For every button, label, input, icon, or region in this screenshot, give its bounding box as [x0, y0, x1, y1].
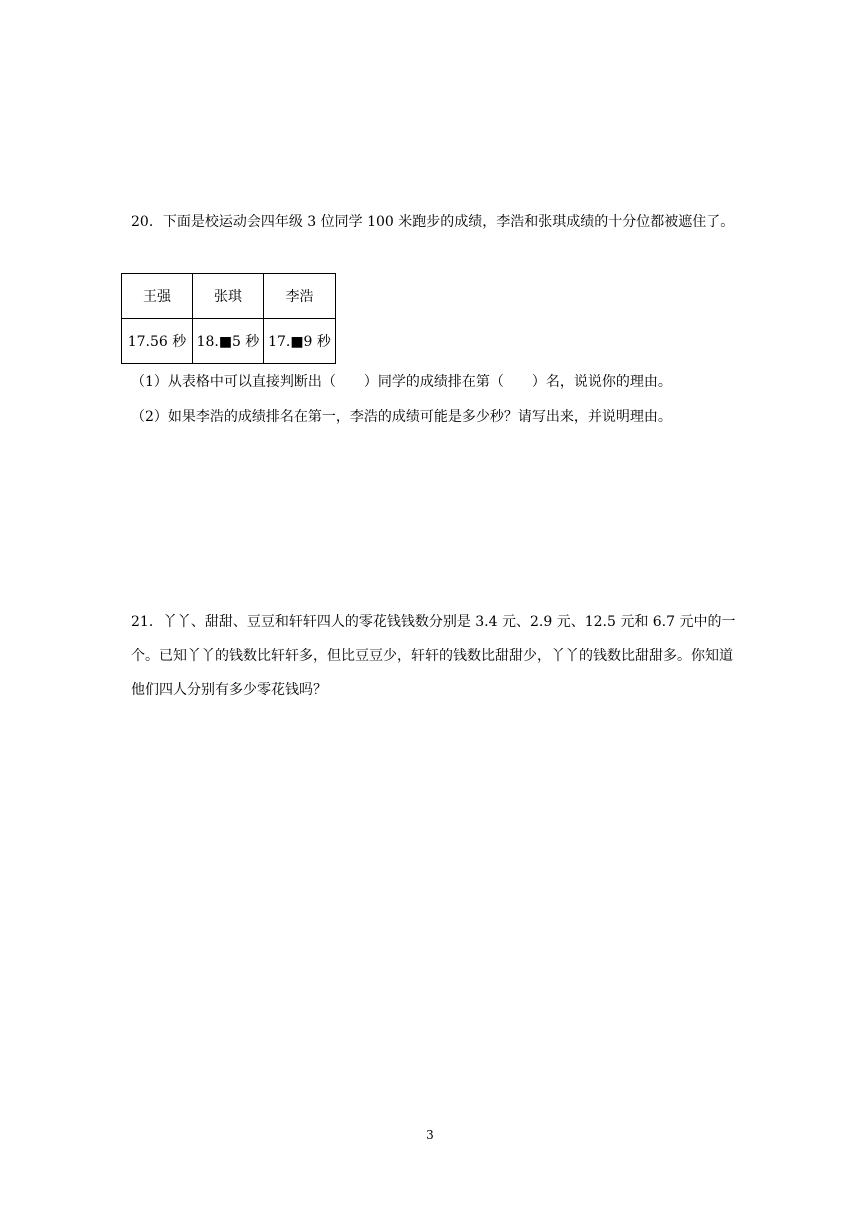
scores-table: [121, 273, 336, 364]
table-values-row: [122, 319, 336, 364]
header-wangqiang: 王强: [122, 274, 193, 319]
question-20: [131, 205, 737, 239]
question-21: [131, 605, 737, 707]
value-wangqiang: 17.56 秒: [122, 319, 193, 364]
question-20-sub-2: （2）如果李浩的成绩排名在第一，李浩的成绩可能是多少秒？请写出来，并说明理由。: [131, 409, 672, 425]
table-header-row: [122, 274, 336, 319]
header-lihao: 李浩: [264, 274, 336, 319]
value-zhangqi: 18.■5 秒: [193, 319, 264, 364]
question-20-sub-1: （1）从表格中可以直接判断出（ ）同学的成绩排在第（ ）名，说说你的理由。: [131, 374, 672, 390]
question-21-text: 21．丫丫、甜甜、豆豆和轩轩四人的零花钱钱数分别是 3.4 元、2.9 元、12.5 元和 6.7 元中的一个。已知丫丫的钱数比轩轩多，但比豆豆少，轩轩的钱数比甜甜少，丫丫的钱数比甜甜多。你知道他们四人分别有多少零花钱吗？: [131, 614, 736, 698]
page-number: 3: [426, 1128, 434, 1142]
value-lihao: 17.■9 秒: [264, 319, 336, 364]
question-20-text: 20．下面是校运动会四年级 3 位同学 100 米跑步的成绩，李浩和张琪成绩的十分位都被遮住了。: [131, 214, 735, 230]
header-zhangqi: 张琪: [193, 274, 264, 319]
